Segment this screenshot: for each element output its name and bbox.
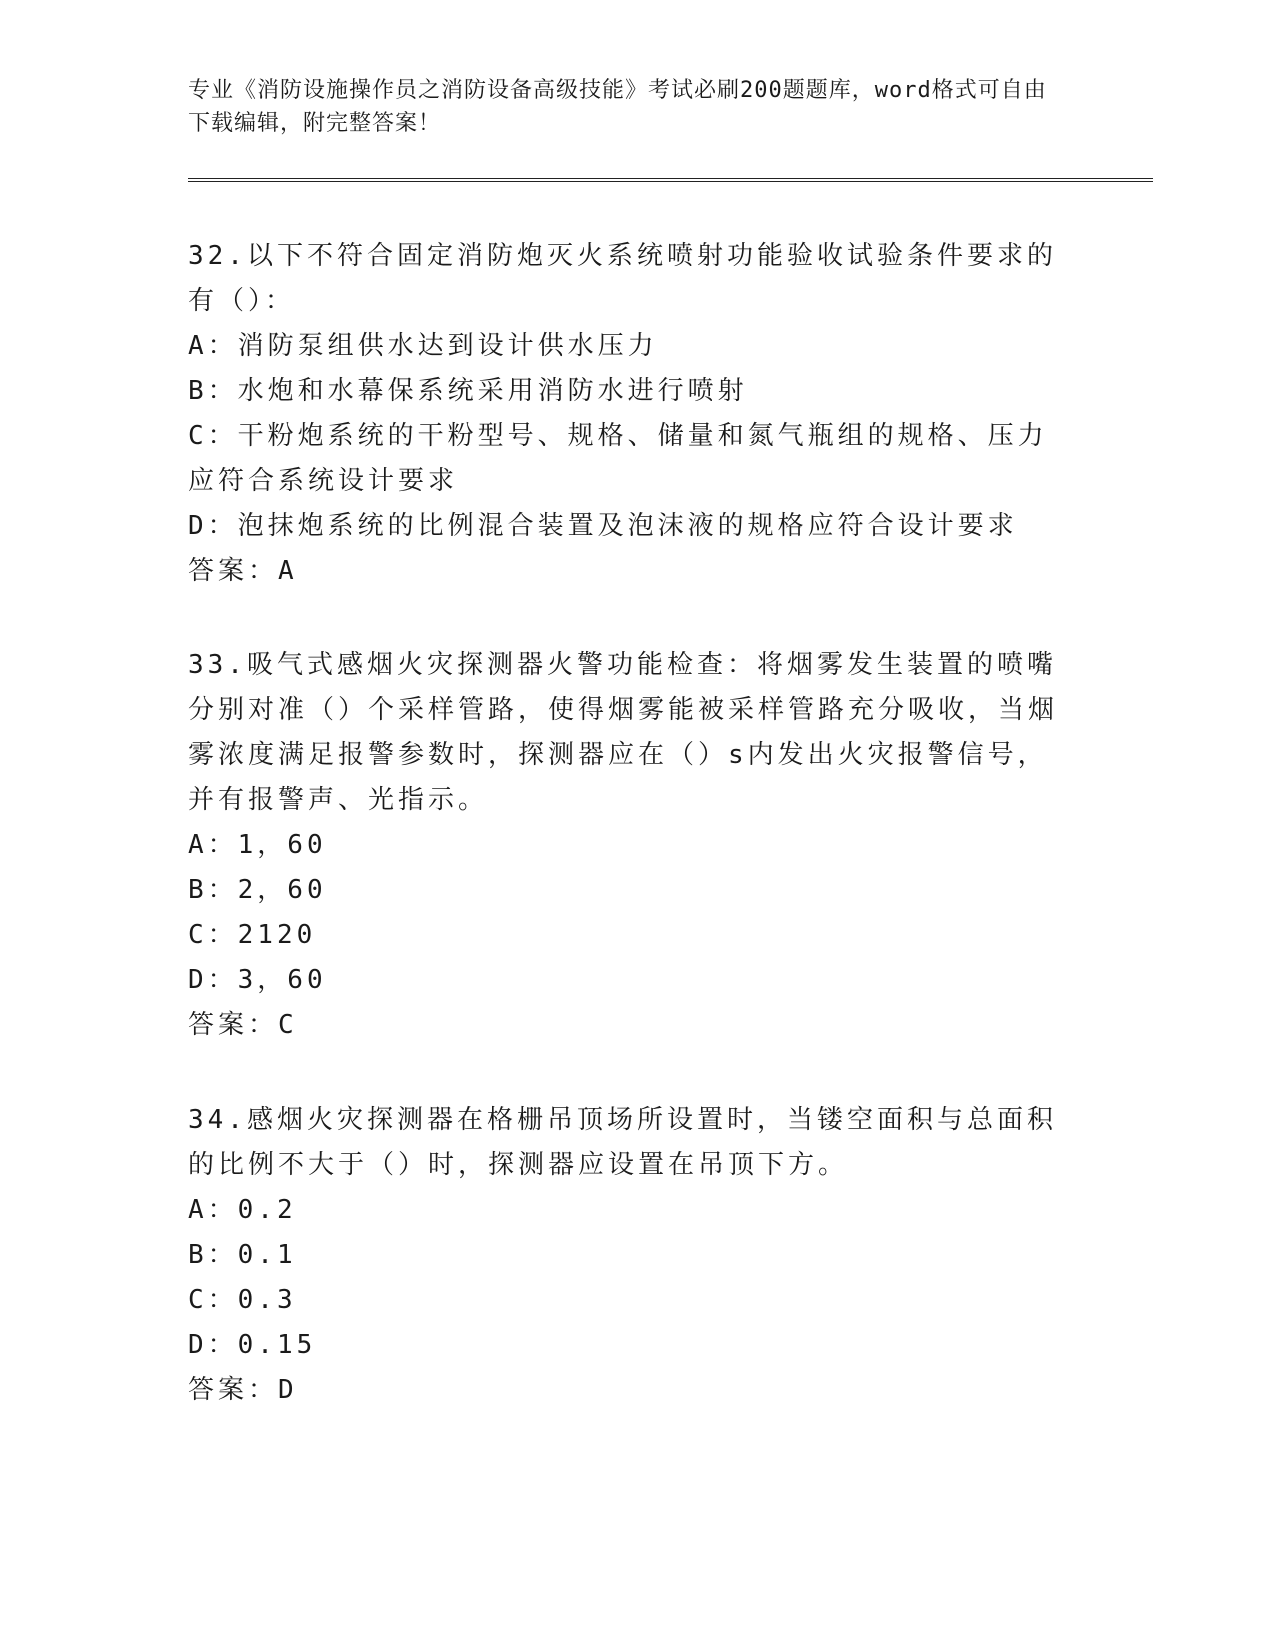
document-header: 专业《消防设施操作员之消防设备高级技能》考试必刷200题题库，word格式可自由下载编辑，附完整答案！ <box>188 78 1047 136</box>
answer: 答案：D <box>188 1375 298 1405</box>
option-c: C：干粉炮系统的干粉型号、规格、储量和氮气瓶组的规格、压力应符合系统设计要求 <box>188 421 1048 496</box>
option-d: D：0.15 <box>188 1330 317 1360</box>
question-stem: 34.感烟火灾探测器在格栅吊顶场所设置时，当镂空面积与总面积的比例不大于（）时，探测器应设置在吊顶下方。 <box>188 1105 1057 1180</box>
option-c: C：0.3 <box>188 1285 297 1315</box>
answer: 答案：A <box>188 556 298 586</box>
option-a: A：0.2 <box>188 1195 297 1225</box>
option-b: B：0.1 <box>188 1240 297 1270</box>
option-b: B：2，60 <box>188 875 327 905</box>
option-a: A：消防泵组供水达到设计供水压力 <box>188 331 658 361</box>
option-b: B：水炮和水幕保系统采用消防水进行喷射 <box>188 376 748 406</box>
answer: 答案：C <box>188 1010 298 1040</box>
header-divider <box>188 178 1153 182</box>
option-a: A：1，60 <box>188 830 327 860</box>
question-stem: 32.以下不符合固定消防炮灭火系统喷射功能验收试验条件要求的有（）： <box>188 241 1057 316</box>
option-d: D：3，60 <box>188 965 327 995</box>
question-stem: 33.吸气式感烟火灾探测器火警功能检查：将烟雾发生装置的喷嘴分别对准（）个采样管路，使得烟雾能被采样管路充分吸收，当烟雾浓度满足报警参数时，探测器应在（）s内发出火灾报警信号，并有报警声、光指示。 <box>188 650 1059 815</box>
question-34 <box>188 1098 1068 1413</box>
question-33 <box>188 643 1068 1048</box>
option-c: C：2120 <box>188 920 317 950</box>
question-32 <box>188 234 1068 594</box>
option-d: D：泡抹炮系统的比例混合装置及泡沫液的规格应符合设计要求 <box>188 511 1018 541</box>
